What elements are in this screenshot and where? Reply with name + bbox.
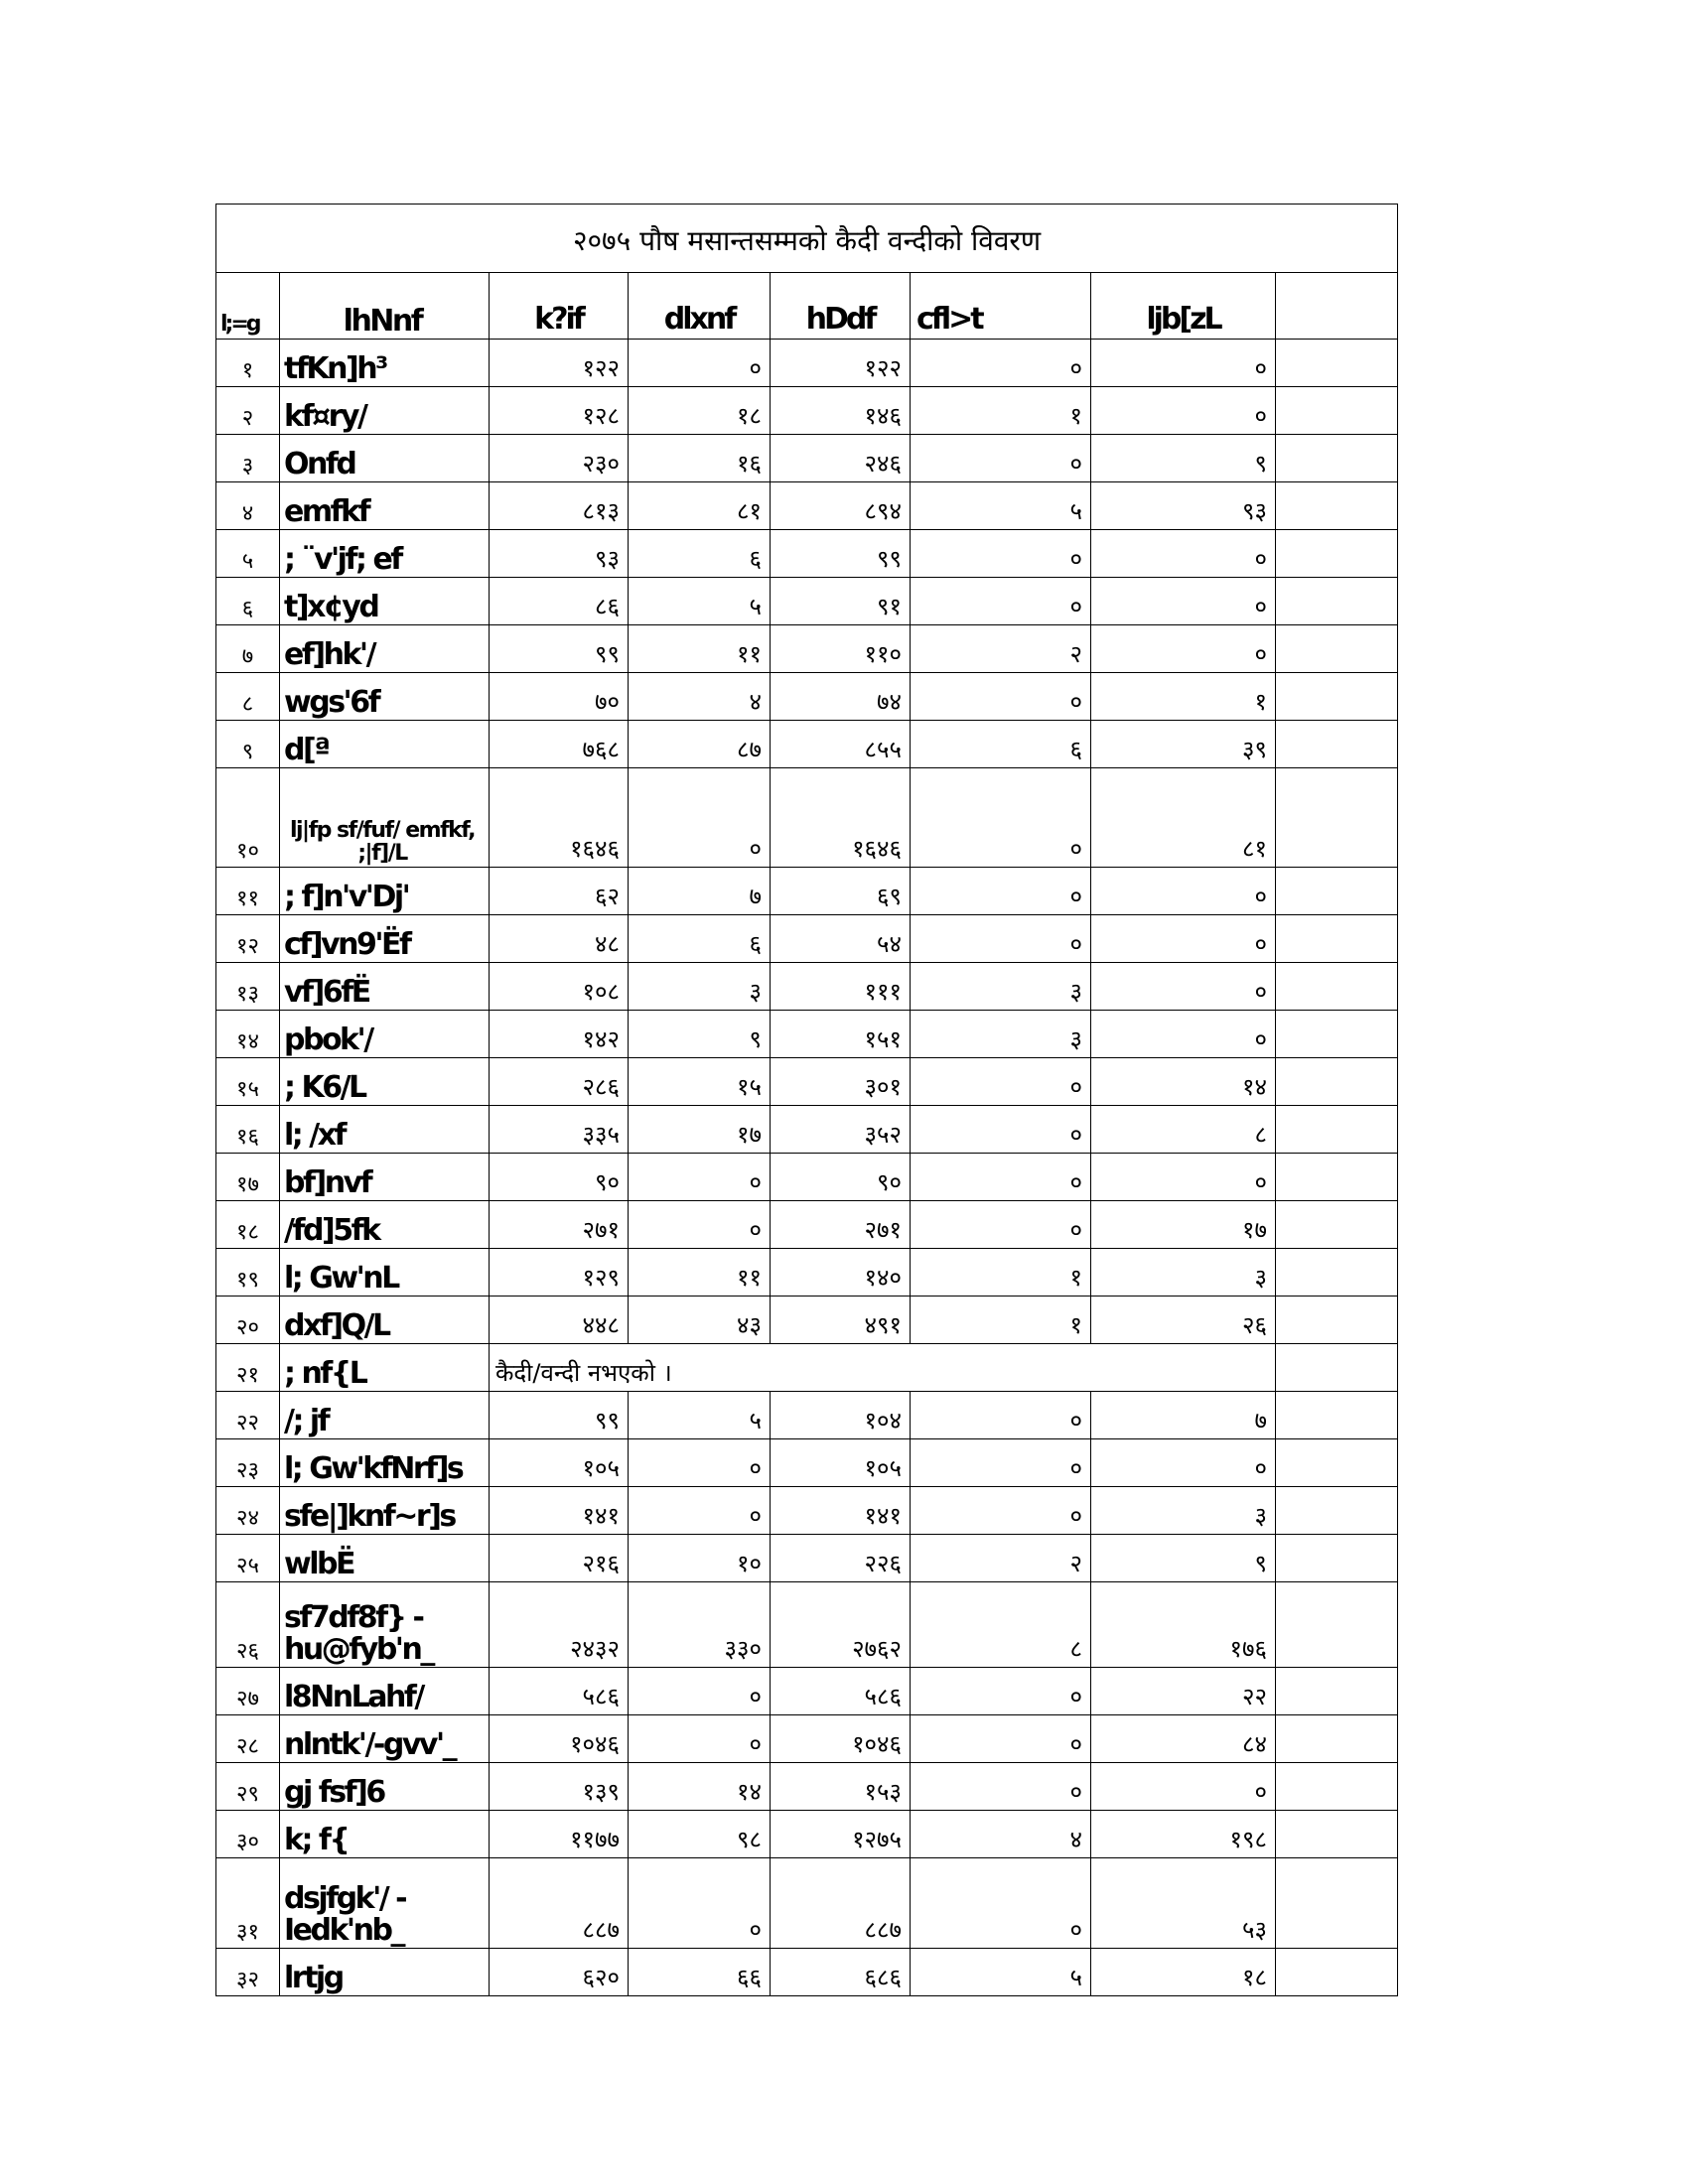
total-cell: २२६ — [771, 1535, 911, 1582]
total-cell: ६९ — [771, 868, 911, 915]
foreign-cell: ० — [1091, 1763, 1276, 1811]
dependent-cell: ० — [911, 868, 1091, 915]
female-cell: ६ — [629, 530, 771, 578]
female-cell: ० — [629, 340, 771, 387]
foreign-cell: ९ — [1091, 435, 1276, 482]
male-cell: ९९ — [490, 625, 629, 673]
female-cell: ९८ — [629, 1811, 771, 1858]
female-cell: ६६ — [629, 1949, 771, 1996]
dependent-cell: ० — [911, 1439, 1091, 1487]
serial-cell: ३० — [216, 1811, 280, 1858]
foreign-cell: ५३ — [1091, 1858, 1276, 1949]
district-cell: dxf]Q/L — [280, 1297, 490, 1344]
table-row — [216, 1344, 1398, 1392]
male-cell: १२८ — [490, 387, 629, 435]
total-cell: ५८६ — [771, 1668, 911, 1715]
table-row — [216, 625, 1398, 673]
table-row — [216, 1011, 1398, 1058]
foreign-cell: ३ — [1091, 1487, 1276, 1535]
serial-cell: ३२ — [216, 1949, 280, 1996]
total-cell: १६४६ — [771, 768, 911, 868]
table-row — [216, 1439, 1398, 1487]
foreign-cell: ० — [1091, 387, 1276, 435]
table-row — [216, 1297, 1398, 1344]
foreign-cell: ० — [1091, 868, 1276, 915]
dependent-cell: ० — [911, 1715, 1091, 1763]
dependent-cell: १ — [911, 387, 1091, 435]
male-cell: ९९ — [490, 1392, 629, 1439]
male-cell: ८६ — [490, 578, 629, 625]
male-cell: ८१३ — [490, 482, 629, 530]
male-cell: ११७७ — [490, 1811, 629, 1858]
district-cell: tfKn]h³ — [280, 340, 490, 387]
district-cell: l; Gw'nL — [280, 1249, 490, 1297]
serial-cell: ५ — [216, 530, 280, 578]
empty-cell — [1276, 1949, 1398, 1996]
female-cell: ८७ — [629, 721, 771, 768]
serial-cell: २० — [216, 1297, 280, 1344]
male-cell: १२२ — [490, 340, 629, 387]
table-row — [216, 1058, 1398, 1106]
empty-cell — [1276, 387, 1398, 435]
empty-cell — [1276, 482, 1398, 530]
female-cell: ६ — [629, 915, 771, 963]
serial-cell: ११ — [216, 868, 280, 915]
serial-cell: १ — [216, 340, 280, 387]
male-cell: १४१ — [490, 1487, 629, 1535]
male-cell: २१६ — [490, 1535, 629, 1582]
foreign-cell: ० — [1091, 915, 1276, 963]
district-cell: ; nf{L — [280, 1344, 490, 1392]
dependent-cell: ० — [911, 1201, 1091, 1249]
serial-cell: २४ — [216, 1487, 280, 1535]
header-total: hDdf — [771, 273, 911, 340]
table-row — [216, 1858, 1398, 1949]
dependent-cell: ० — [911, 1154, 1091, 1201]
table-row — [216, 1582, 1398, 1668]
district-cell: d[ª — [280, 721, 490, 768]
male-cell: २८६ — [490, 1058, 629, 1106]
male-cell: ४८ — [490, 915, 629, 963]
total-cell: १११ — [771, 963, 911, 1011]
serial-cell: २५ — [216, 1535, 280, 1582]
dependent-cell: ० — [911, 1392, 1091, 1439]
foreign-cell: ८४ — [1091, 1715, 1276, 1763]
dependent-cell: ५ — [911, 1949, 1091, 1996]
note-cell: कैदी/वन्दी नभएको । — [490, 1344, 1276, 1392]
table-row — [216, 721, 1398, 768]
table-row — [216, 1106, 1398, 1154]
header-empty — [1276, 273, 1398, 340]
serial-cell: १८ — [216, 1201, 280, 1249]
table-row — [216, 1535, 1398, 1582]
district-cell: vf]6fË — [280, 963, 490, 1011]
foreign-cell: ० — [1091, 625, 1276, 673]
foreign-cell: ७ — [1091, 1392, 1276, 1439]
male-cell: ५८६ — [490, 1668, 629, 1715]
table-row — [216, 673, 1398, 721]
female-cell: ० — [629, 1668, 771, 1715]
empty-cell — [1276, 625, 1398, 673]
dependent-cell: ० — [911, 435, 1091, 482]
female-cell: ५ — [629, 1392, 771, 1439]
district-cell: lrtjg — [280, 1949, 490, 1996]
district-cell: nlntk'/-gvv'_ — [280, 1715, 490, 1763]
district-cell: ef]hk'/ — [280, 625, 490, 673]
female-cell: ११ — [629, 625, 771, 673]
foreign-cell: ९३ — [1091, 482, 1276, 530]
district-cell: /fd]5fk — [280, 1201, 490, 1249]
table-row — [216, 1811, 1398, 1858]
serial-cell: ४ — [216, 482, 280, 530]
serial-cell: २७ — [216, 1668, 280, 1715]
table-row — [216, 1154, 1398, 1201]
total-cell: ५४ — [771, 915, 911, 963]
serial-cell: ९ — [216, 721, 280, 768]
female-cell: ९ — [629, 1011, 771, 1058]
serial-cell: १४ — [216, 1011, 280, 1058]
table-row — [216, 578, 1398, 625]
dependent-cell: ० — [911, 578, 1091, 625]
total-cell: १०४ — [771, 1392, 911, 1439]
district-cell: /; jf — [280, 1392, 490, 1439]
empty-cell — [1276, 1058, 1398, 1106]
header-foreign: ljb[zL — [1091, 273, 1276, 340]
male-cell: २७१ — [490, 1201, 629, 1249]
foreign-cell: ९ — [1091, 1535, 1276, 1582]
table-row — [216, 1249, 1398, 1297]
male-cell: १२९ — [490, 1249, 629, 1297]
header-male: k?if — [490, 273, 629, 340]
district-cell: lj|fp sf/fuf/ emfkf, ;|f]/L — [280, 768, 490, 868]
empty-cell — [1276, 578, 1398, 625]
empty-cell — [1276, 1535, 1398, 1582]
female-cell: ० — [629, 1487, 771, 1535]
empty-cell — [1276, 340, 1398, 387]
empty-cell — [1276, 1201, 1398, 1249]
district-cell: kf¤ry/ — [280, 387, 490, 435]
empty-cell — [1276, 1154, 1398, 1201]
total-cell: २७१ — [771, 1201, 911, 1249]
dependent-cell: ० — [911, 1858, 1091, 1949]
district-cell: cf]vn9'Ëf — [280, 915, 490, 963]
district-cell: l; /xf — [280, 1106, 490, 1154]
table-row — [216, 1668, 1398, 1715]
female-cell: ३३० — [629, 1582, 771, 1668]
total-cell: १२७५ — [771, 1811, 911, 1858]
dependent-cell: ० — [911, 915, 1091, 963]
foreign-cell: ० — [1091, 1154, 1276, 1201]
table-row — [216, 530, 1398, 578]
foreign-cell: २६ — [1091, 1297, 1276, 1344]
serial-cell: ३ — [216, 435, 280, 482]
dependent-cell: ० — [911, 1763, 1091, 1811]
district-cell: ; K6/L — [280, 1058, 490, 1106]
foreign-cell: ० — [1091, 578, 1276, 625]
total-cell: ६८६ — [771, 1949, 911, 1996]
serial-cell: १६ — [216, 1106, 280, 1154]
male-cell: २३० — [490, 435, 629, 482]
female-cell: ७ — [629, 868, 771, 915]
district-cell: Onfd — [280, 435, 490, 482]
serial-cell: ८ — [216, 673, 280, 721]
female-cell: ० — [629, 1858, 771, 1949]
empty-cell — [1276, 1106, 1398, 1154]
table-row — [216, 387, 1398, 435]
district-cell: sfe|]knf~r]s — [280, 1487, 490, 1535]
male-cell: ९३ — [490, 530, 629, 578]
serial-cell: १३ — [216, 963, 280, 1011]
female-cell: १४ — [629, 1763, 771, 1811]
serial-cell: २ — [216, 387, 280, 435]
male-cell: ४४८ — [490, 1297, 629, 1344]
foreign-cell: १ — [1091, 673, 1276, 721]
district-cell: emfkf — [280, 482, 490, 530]
female-cell: ० — [629, 1201, 771, 1249]
empty-cell — [1276, 868, 1398, 915]
female-cell: ३ — [629, 963, 771, 1011]
foreign-cell: ० — [1091, 1439, 1276, 1487]
dependent-cell: ० — [911, 1668, 1091, 1715]
female-cell: ० — [629, 768, 771, 868]
total-cell: १०५ — [771, 1439, 911, 1487]
total-cell: १२२ — [771, 340, 911, 387]
table-row — [216, 1201, 1398, 1249]
dependent-cell: ० — [911, 530, 1091, 578]
empty-cell — [1276, 1297, 1398, 1344]
dependent-cell: ० — [911, 340, 1091, 387]
female-cell: १७ — [629, 1106, 771, 1154]
prisoner-table — [215, 204, 1398, 1996]
total-cell: ३०१ — [771, 1058, 911, 1106]
empty-cell — [1276, 1487, 1398, 1535]
total-cell: ९९ — [771, 530, 911, 578]
dependent-cell: ० — [911, 1106, 1091, 1154]
total-cell: २४६ — [771, 435, 911, 482]
serial-cell: २९ — [216, 1763, 280, 1811]
table-row — [216, 1487, 1398, 1535]
total-cell: १०४६ — [771, 1715, 911, 1763]
district-cell: t]x¢yd — [280, 578, 490, 625]
empty-cell — [1276, 1582, 1398, 1668]
male-cell: २४३२ — [490, 1582, 629, 1668]
table-row — [216, 340, 1398, 387]
serial-cell: ६ — [216, 578, 280, 625]
district-cell: dsjfgk'/ -Iedk'nb_ — [280, 1858, 490, 1949]
empty-cell — [1276, 1858, 1398, 1949]
male-cell: ८८७ — [490, 1858, 629, 1949]
district-cell: gj fsf]6 — [280, 1763, 490, 1811]
total-cell: ९१ — [771, 578, 911, 625]
dependent-cell: ४ — [911, 1811, 1091, 1858]
foreign-cell: २२ — [1091, 1668, 1276, 1715]
dependent-cell: १ — [911, 1249, 1091, 1297]
empty-cell — [1276, 1392, 1398, 1439]
foreign-cell: ३९ — [1091, 721, 1276, 768]
dependent-cell: ० — [911, 768, 1091, 868]
foreign-cell: ३ — [1091, 1249, 1276, 1297]
table-row — [216, 435, 1398, 482]
foreign-cell: १९८ — [1091, 1811, 1276, 1858]
total-cell: १५३ — [771, 1763, 911, 1811]
total-cell: ११० — [771, 625, 911, 673]
district-cell: bf]nvf — [280, 1154, 490, 1201]
table-row — [216, 1715, 1398, 1763]
total-cell: ४९१ — [771, 1297, 911, 1344]
female-cell: ४ — [629, 673, 771, 721]
table-row — [216, 915, 1398, 963]
male-cell: ६२ — [490, 868, 629, 915]
table-title: २०७५ पौष मसान्तसम्मको कैदी वन्दीको विवरण — [216, 205, 1398, 273]
female-cell: १८ — [629, 387, 771, 435]
table-row — [216, 482, 1398, 530]
dependent-cell: ८ — [911, 1582, 1091, 1668]
dependent-cell: २ — [911, 625, 1091, 673]
male-cell: १०५ — [490, 1439, 629, 1487]
dependent-cell: ० — [911, 673, 1091, 721]
female-cell: १६ — [629, 435, 771, 482]
dependent-cell: २ — [911, 1535, 1091, 1582]
table-row — [216, 1763, 1398, 1811]
table-row — [216, 768, 1398, 868]
empty-cell — [1276, 530, 1398, 578]
serial-cell: १२ — [216, 915, 280, 963]
foreign-cell: ० — [1091, 340, 1276, 387]
male-cell: ७६८ — [490, 721, 629, 768]
dependent-cell: ५ — [911, 482, 1091, 530]
district-cell: ; f]n'v'Dj' — [280, 868, 490, 915]
serial-cell: २२ — [216, 1392, 280, 1439]
serial-cell: १५ — [216, 1058, 280, 1106]
empty-cell — [1276, 1439, 1398, 1487]
district-cell: sf7df8f} -hu@fyb'n_ — [280, 1582, 490, 1668]
empty-cell — [1276, 768, 1398, 868]
male-cell: ९० — [490, 1154, 629, 1201]
female-cell: ० — [629, 1715, 771, 1763]
header-female: dlxnf — [629, 273, 771, 340]
male-cell: ३३५ — [490, 1106, 629, 1154]
table-row — [216, 963, 1398, 1011]
total-cell: १४० — [771, 1249, 911, 1297]
foreign-cell: ८ — [1091, 1106, 1276, 1154]
total-cell: २७६२ — [771, 1582, 911, 1668]
district-cell: l8NnLahf/ — [280, 1668, 490, 1715]
dependent-cell: १ — [911, 1297, 1091, 1344]
empty-cell — [1276, 673, 1398, 721]
district-cell: k; f{ — [280, 1811, 490, 1858]
foreign-cell: ० — [1091, 530, 1276, 578]
serial-cell: १७ — [216, 1154, 280, 1201]
total-cell: ८५५ — [771, 721, 911, 768]
serial-cell: १० — [216, 768, 280, 868]
foreign-cell: १७६ — [1091, 1582, 1276, 1668]
foreign-cell: ८१ — [1091, 768, 1276, 868]
serial-cell: २८ — [216, 1715, 280, 1763]
male-cell: १०८ — [490, 963, 629, 1011]
serial-cell: २१ — [216, 1344, 280, 1392]
district-cell: wgs'6f — [280, 673, 490, 721]
header-district: lhNnf — [280, 273, 490, 340]
total-cell: ९० — [771, 1154, 911, 1201]
female-cell: ० — [629, 1154, 771, 1201]
foreign-cell: १८ — [1091, 1949, 1276, 1996]
male-cell: १४२ — [490, 1011, 629, 1058]
total-cell: ७४ — [771, 673, 911, 721]
female-cell: ८१ — [629, 482, 771, 530]
foreign-cell: १७ — [1091, 1201, 1276, 1249]
dependent-cell: ६ — [911, 721, 1091, 768]
empty-cell — [1276, 1668, 1398, 1715]
serial-cell: ७ — [216, 625, 280, 673]
dependent-cell: ३ — [911, 1011, 1091, 1058]
district-cell: pbok'/ — [280, 1011, 490, 1058]
empty-cell — [1276, 1011, 1398, 1058]
table-row — [216, 1392, 1398, 1439]
empty-cell — [1276, 435, 1398, 482]
serial-cell: २३ — [216, 1439, 280, 1487]
empty-cell — [1276, 1344, 1398, 1392]
empty-cell — [1276, 1763, 1398, 1811]
female-cell: ४३ — [629, 1297, 771, 1344]
female-cell: ० — [629, 1439, 771, 1487]
serial-cell: २६ — [216, 1582, 280, 1668]
empty-cell — [1276, 915, 1398, 963]
male-cell: १३९ — [490, 1763, 629, 1811]
empty-cell — [1276, 963, 1398, 1011]
dependent-cell: ० — [911, 1487, 1091, 1535]
total-cell: १४६ — [771, 387, 911, 435]
male-cell: ६२० — [490, 1949, 629, 1996]
female-cell: १० — [629, 1535, 771, 1582]
empty-cell — [1276, 721, 1398, 768]
female-cell: ५ — [629, 578, 771, 625]
dependent-cell: ० — [911, 1058, 1091, 1106]
district-cell: ; ¨v'jf; ef — [280, 530, 490, 578]
district-cell: wlbË — [280, 1535, 490, 1582]
male-cell: १६४६ — [490, 768, 629, 868]
foreign-cell: ० — [1091, 963, 1276, 1011]
male-cell: १०४६ — [490, 1715, 629, 1763]
table-row — [216, 868, 1398, 915]
serial-cell: १९ — [216, 1249, 280, 1297]
header-row — [216, 273, 1398, 340]
female-cell: ११ — [629, 1249, 771, 1297]
female-cell: १५ — [629, 1058, 771, 1106]
header-dependent: cfl>t — [911, 273, 1091, 340]
empty-cell — [1276, 1811, 1398, 1858]
empty-cell — [1276, 1715, 1398, 1763]
total-cell: १४१ — [771, 1487, 911, 1535]
total-cell: ८८७ — [771, 1858, 911, 1949]
header-serial: l;=g — [216, 273, 280, 340]
foreign-cell: ० — [1091, 1011, 1276, 1058]
table-row — [216, 1949, 1398, 1996]
total-cell: ८९४ — [771, 482, 911, 530]
dependent-cell: ३ — [911, 963, 1091, 1011]
male-cell: ७० — [490, 673, 629, 721]
serial-cell: ३१ — [216, 1858, 280, 1949]
total-cell: १५१ — [771, 1011, 911, 1058]
total-cell: ३५२ — [771, 1106, 911, 1154]
foreign-cell: १४ — [1091, 1058, 1276, 1106]
empty-cell — [1276, 1249, 1398, 1297]
district-cell: l; Gw'kfNrf]s — [280, 1439, 490, 1487]
